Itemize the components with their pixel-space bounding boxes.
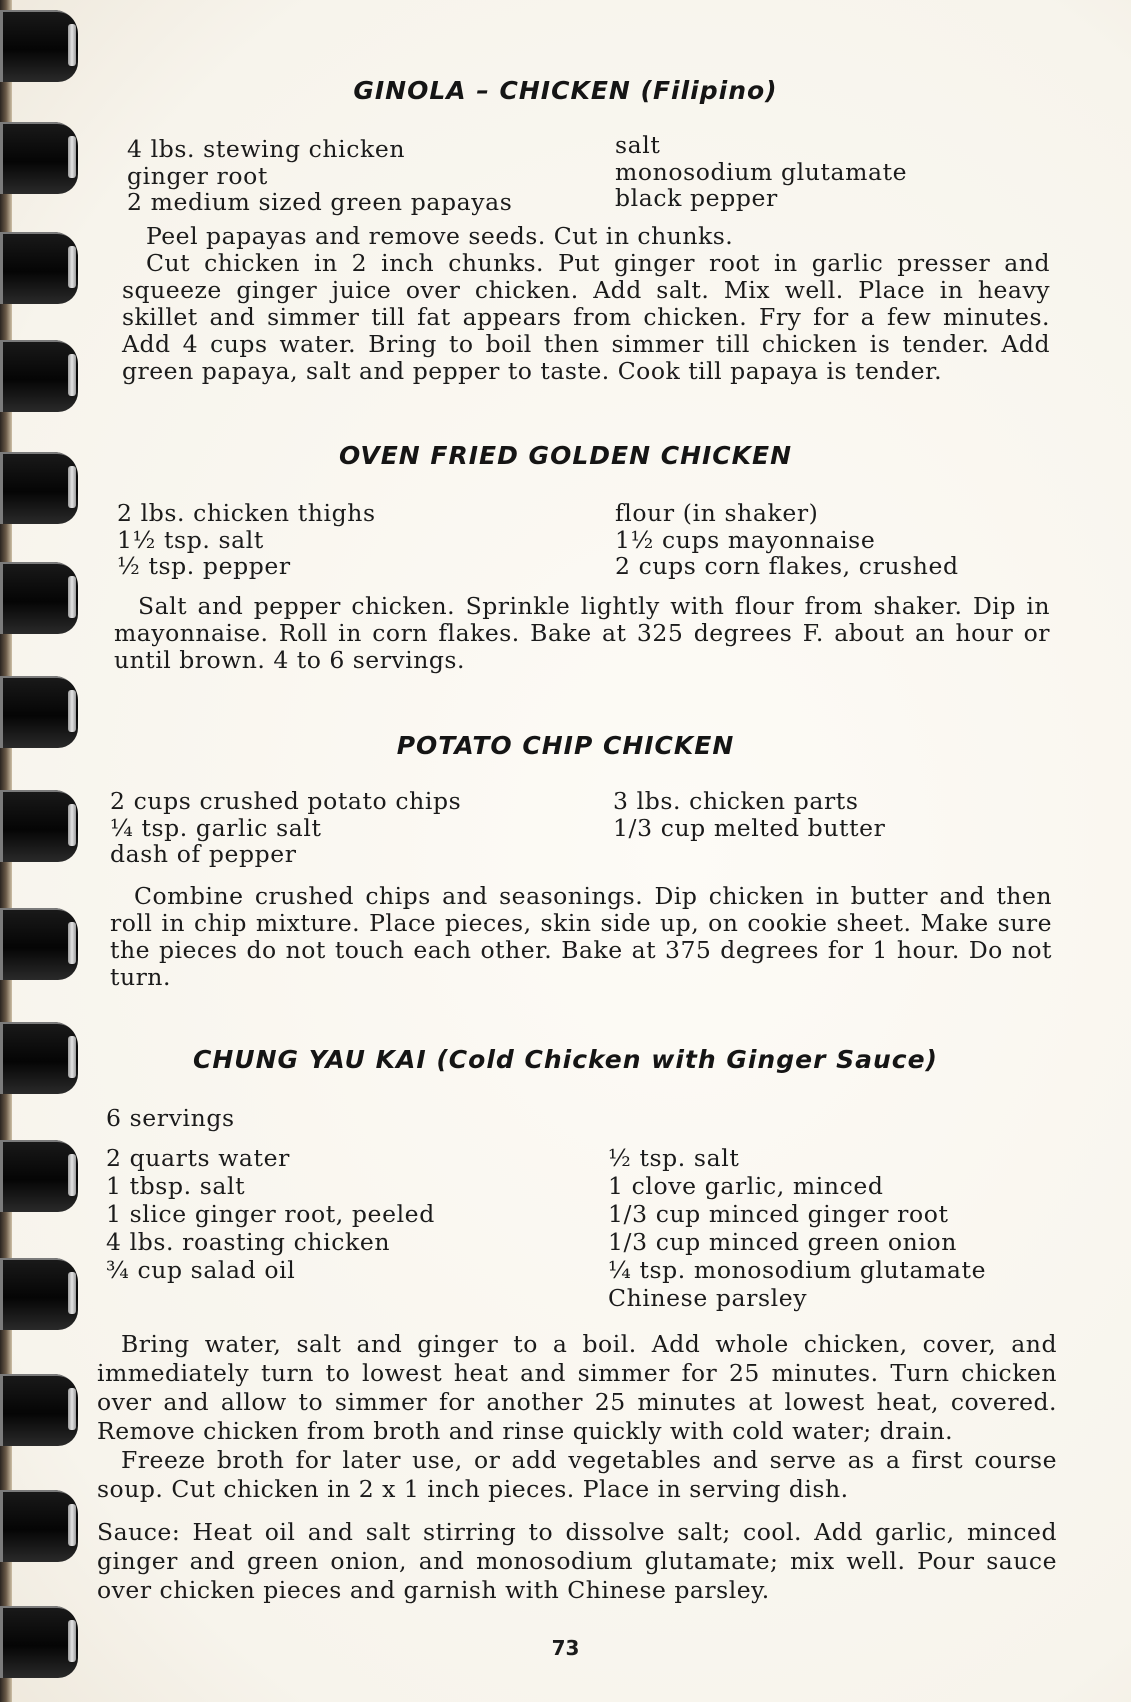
sauce-instructions: Sauce: Heat oil and salt stirring to dissolve salt; cool. Add garlic, minced ginger and green onion, and monosodium glutamate; mix well. Pour sauce over chicken pieces and garnish with Chinese parsley. xyxy=(97,1518,1057,1604)
instructions xyxy=(97,1330,1057,1504)
ingredient: 1/3 cup minced ginger root xyxy=(608,1200,949,1228)
instructions xyxy=(110,883,1052,991)
ingredient: 1½ tsp. salt xyxy=(117,525,264,554)
binding-ring xyxy=(0,10,78,82)
ingredient: flour (in shaker) xyxy=(615,499,819,527)
ingredient: 2 medium sized green papayas xyxy=(127,188,513,216)
binding-ring xyxy=(0,562,78,634)
binding-ring xyxy=(0,1374,78,1446)
ingredients-right xyxy=(613,788,885,841)
ingredient: black pepper xyxy=(615,184,778,212)
binding-ring xyxy=(0,232,78,304)
ingredient: monosodium glutamate xyxy=(615,157,908,186)
ingredient: ¾ cup salad oil xyxy=(106,1256,296,1284)
ingredient: ½ tsp. salt xyxy=(608,1144,740,1172)
instruction-paragraph: Salt and pepper chicken. Sprinkle lightly with flour from shaker. Dip in mayonnaise. Roll in corn flakes. Bake at 325 degrees F. about an hour or until brown. 4 to 6 servings. xyxy=(114,592,1050,674)
page-number: 73 xyxy=(551,1636,580,1660)
recipe-title: OVEN FRIED GOLDEN CHICKEN xyxy=(338,441,793,470)
ingredient: 3 lbs. chicken parts xyxy=(613,787,859,815)
ingredients-left xyxy=(106,1144,435,1284)
ingredient: salt xyxy=(615,131,661,159)
ingredient: 4 lbs. stewing chicken xyxy=(127,135,406,163)
binding-ring xyxy=(0,340,78,412)
instruction-paragraph: Freeze broth for later use, or add vegetables and serve as a first course soup. Cut chicken in 2 x 1 inch pieces. Place in serving dish. xyxy=(97,1446,1057,1503)
ingredient: 1 slice ginger root, peeled xyxy=(106,1200,435,1228)
binding-ring xyxy=(0,1140,78,1212)
instructions xyxy=(114,593,1050,674)
binding-ring xyxy=(0,122,78,194)
ingredient: 2 cups crushed potato chips xyxy=(110,787,462,815)
instruction-paragraph: Peel papayas and remove seeds. Cut in chunks. xyxy=(146,222,734,250)
ingredient: 1 tbsp. salt xyxy=(106,1172,246,1200)
ingredient: 1½ cups mayonnaise xyxy=(615,525,876,554)
instruction-paragraph: Cut chicken in 2 inch chunks. Put ginger root in garlic presser and squeeze ginger juice over chicken. Add salt. Mix well. Place in heavy skillet and simmer till fat appears from chicken. Fry for a few minutes. Add 4 cups water. Bring to boil then simmer till chicken is tender. Add green papaya, salt and pepper to taste. Cook till papaya is tender. xyxy=(122,249,1050,385)
ingredient: ginger root xyxy=(127,161,268,190)
ingredient: Chinese parsley xyxy=(608,1284,808,1312)
ingredients-left xyxy=(110,788,461,868)
ingredients-right xyxy=(608,1144,986,1312)
instruction-paragraph: Combine crushed chips and seasonings. Dip chicken in butter and then roll in chip mixture. Place pieces, skin side up, on cookie sheet. Make sure the pieces do not touch each other. Bake at 375 degrees for 1 hour. Do not turn. xyxy=(110,882,1052,991)
ingredient: 2 cups corn flakes, crushed xyxy=(615,552,959,580)
ingredient: 1/3 cup minced green onion xyxy=(608,1228,957,1256)
ingredient: ¼ tsp. garlic salt xyxy=(110,813,322,842)
binding-ring xyxy=(0,908,78,980)
instructions xyxy=(122,223,1050,385)
binding-ring xyxy=(0,1258,78,1330)
ingredient: ½ tsp. pepper xyxy=(117,552,291,580)
ingredients-right xyxy=(615,500,959,580)
binding-ring xyxy=(0,790,78,862)
servings: 6 servings xyxy=(106,1104,235,1132)
recipe-title: POTATO CHIP CHICKEN xyxy=(396,731,735,760)
instruction-paragraph: Bring water, salt and ginger to a boil. Add whole chicken, cover, and immediately turn to lowest heat and simmer for 25 minutes. Turn chicken over and allow to simmer for another 25 minutes at lowest heat, covered. Remove chicken from broth and rinse quickly with cold water; drain. xyxy=(97,1330,1057,1445)
ingredient: 1/3 cup melted butter xyxy=(613,813,886,842)
ingredient: 2 quarts water xyxy=(106,1144,290,1172)
spiral-binding xyxy=(0,0,95,1702)
ingredient: dash of pepper xyxy=(110,840,297,868)
recipe-title: CHUNG YAU KAI (Cold Chicken with Ginger Sauce) xyxy=(193,1045,938,1074)
ingredient: ¼ tsp. monosodium glutamate xyxy=(608,1256,987,1284)
ingredient: 4 lbs. roasting chicken xyxy=(106,1228,391,1256)
ingredient: 2 lbs. chicken thighs xyxy=(117,499,376,527)
ingredients-left xyxy=(117,500,376,580)
binding-ring xyxy=(0,1490,78,1562)
ingredient: 1 clove garlic, minced xyxy=(608,1172,884,1200)
recipe-title: GINOLA – CHICKEN (Filipino) xyxy=(353,76,778,105)
ingredients-left xyxy=(127,136,512,216)
ingredients-right xyxy=(615,132,907,212)
